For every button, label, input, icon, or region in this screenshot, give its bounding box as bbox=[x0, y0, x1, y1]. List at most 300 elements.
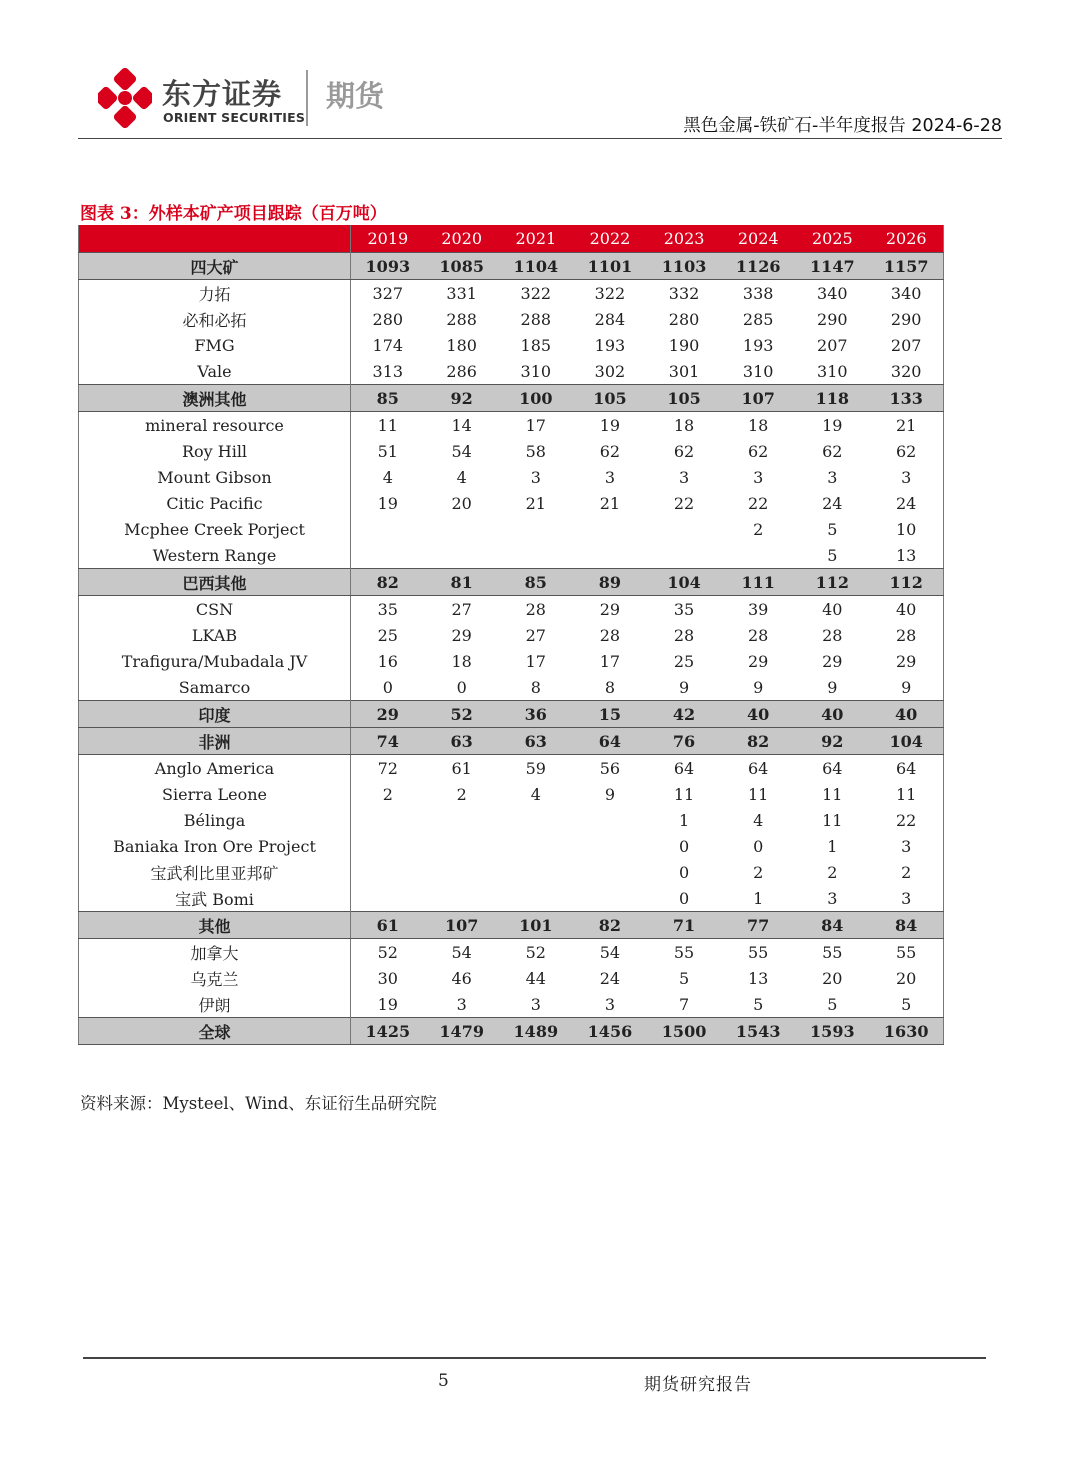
table-row bbox=[79, 438, 944, 464]
value-cell: 2 bbox=[753, 519, 764, 539]
header-divider bbox=[306, 70, 308, 126]
table-row bbox=[79, 464, 944, 490]
value-cell: 5 bbox=[901, 994, 912, 1014]
value-cell: 55 bbox=[748, 942, 769, 962]
value-cell: 1 bbox=[678, 810, 690, 830]
value-cell: 18 bbox=[451, 651, 472, 671]
value-cell: 9 bbox=[827, 677, 838, 697]
value-cell bbox=[425, 833, 499, 859]
table-row bbox=[79, 939, 944, 966]
value-cell: 1 bbox=[827, 836, 838, 856]
group-total-cell: 118 bbox=[795, 385, 869, 412]
group-total-cell: 1456 bbox=[573, 1018, 647, 1045]
value-cell: 5 bbox=[827, 519, 838, 539]
value-cell: 0 bbox=[753, 836, 764, 856]
group-total-row bbox=[79, 912, 944, 939]
group-total-cell: 1147 bbox=[795, 253, 869, 280]
group-total-cell: 1093 bbox=[351, 253, 425, 280]
item-name-cell: Western Range bbox=[79, 542, 351, 569]
value-cell: 9 bbox=[901, 677, 912, 697]
group-total-row bbox=[79, 253, 944, 280]
item-name-cell: Samarco bbox=[79, 674, 351, 701]
value-cell bbox=[351, 516, 425, 542]
group-total-cell: 40 bbox=[795, 701, 869, 728]
value-cell: 52 bbox=[525, 942, 546, 962]
value-cell: 17 bbox=[525, 651, 546, 671]
value-cell: 288 bbox=[520, 309, 552, 329]
value-cell: 185 bbox=[520, 335, 552, 355]
group-total-cell: 84 bbox=[869, 912, 943, 939]
figure-title: 图表 3：外样本矿产项目跟踪（百万吨） bbox=[80, 204, 387, 224]
value-cell: 24 bbox=[599, 968, 621, 988]
value-cell: 310 bbox=[520, 361, 552, 381]
value-cell: 11 bbox=[748, 784, 769, 804]
value-cell: 327 bbox=[372, 283, 404, 303]
table-row bbox=[79, 674, 944, 701]
value-cell: 310 bbox=[742, 361, 774, 381]
value-cell: 29 bbox=[896, 651, 917, 671]
item-name-cell: CSN bbox=[79, 596, 351, 623]
group-total-cell: 85 bbox=[351, 385, 425, 412]
value-cell: 62 bbox=[822, 441, 843, 461]
group-name-cell: 全球 bbox=[79, 1018, 351, 1045]
value-cell: 8 bbox=[530, 677, 541, 697]
value-cell: 11 bbox=[822, 784, 843, 804]
item-name-cell: 力拓 bbox=[79, 280, 351, 307]
table-row bbox=[79, 412, 944, 439]
value-cell: 322 bbox=[594, 283, 626, 303]
value-cell bbox=[499, 542, 573, 569]
value-cell: 3 bbox=[901, 836, 912, 856]
item-name-cell: mineral resource bbox=[79, 412, 351, 439]
table-row bbox=[79, 755, 944, 782]
table-row bbox=[79, 859, 944, 885]
value-cell: 338 bbox=[742, 283, 774, 303]
value-cell: 4 bbox=[382, 467, 393, 487]
item-name-cell: 宝武利比里亚邦矿 bbox=[79, 859, 351, 885]
group-total-cell: 104 bbox=[647, 569, 721, 596]
value-cell: 174 bbox=[372, 335, 404, 355]
value-cell bbox=[573, 833, 647, 859]
value-cell: 59 bbox=[525, 758, 546, 778]
table-row bbox=[79, 622, 944, 648]
group-total-row bbox=[79, 1018, 944, 1045]
item-name-cell: Baniaka Iron Ore Project bbox=[79, 833, 351, 859]
group-total-cell: 1543 bbox=[721, 1018, 795, 1045]
group-total-cell: 101 bbox=[499, 912, 573, 939]
value-cell: 14 bbox=[451, 415, 472, 435]
group-total-cell: 112 bbox=[795, 569, 869, 596]
value-cell bbox=[499, 807, 573, 833]
table-row bbox=[79, 833, 944, 859]
group-total-cell: 61 bbox=[351, 912, 425, 939]
value-cell: 2 bbox=[382, 784, 393, 804]
value-cell: 28 bbox=[822, 625, 843, 645]
value-cell: 20 bbox=[451, 493, 472, 513]
table-row bbox=[79, 306, 944, 332]
value-cell: 17 bbox=[525, 415, 546, 435]
page-number: 5 bbox=[438, 1371, 449, 1391]
value-cell bbox=[499, 885, 573, 912]
value-cell: 13 bbox=[896, 545, 917, 565]
value-cell: 46 bbox=[451, 968, 472, 988]
group-total-cell: 64 bbox=[573, 728, 647, 755]
orient-securities-logo-icon bbox=[98, 68, 152, 128]
item-name-cell: Citic Pacific bbox=[79, 490, 351, 516]
item-name-cell: 宝武 Bomi bbox=[79, 885, 351, 912]
value-cell bbox=[573, 807, 647, 833]
value-cell: 17 bbox=[599, 651, 621, 671]
brand-subtitle: 期货 bbox=[326, 79, 385, 113]
value-cell: 280 bbox=[372, 309, 404, 329]
value-cell: 40 bbox=[896, 599, 917, 619]
item-name-cell: 乌克兰 bbox=[79, 965, 351, 991]
value-cell: 3 bbox=[604, 994, 616, 1014]
value-cell: 19 bbox=[599, 415, 621, 435]
group-total-cell: 40 bbox=[869, 701, 943, 728]
table-row bbox=[79, 885, 944, 912]
group-name-cell: 其他 bbox=[79, 912, 351, 939]
group-total-cell: 100 bbox=[499, 385, 573, 412]
value-cell: 9 bbox=[753, 677, 764, 697]
value-cell: 22 bbox=[673, 493, 695, 513]
group-total-row bbox=[79, 385, 944, 412]
year-header-cell: 2025 bbox=[795, 225, 869, 253]
value-cell bbox=[499, 833, 573, 859]
value-cell: 64 bbox=[673, 758, 695, 778]
table-row bbox=[79, 781, 944, 807]
value-cell: 29 bbox=[748, 651, 769, 671]
group-total-row bbox=[79, 728, 944, 755]
year-header-cell: 2021 bbox=[499, 225, 573, 253]
value-cell: 18 bbox=[673, 415, 695, 435]
value-cell: 64 bbox=[896, 758, 917, 778]
value-cell: 3 bbox=[753, 467, 764, 487]
group-total-cell: 107 bbox=[425, 912, 499, 939]
group-total-cell: 1085 bbox=[425, 253, 499, 280]
group-total-cell: 1104 bbox=[499, 253, 573, 280]
value-cell: 3 bbox=[530, 467, 541, 487]
group-total-cell: 92 bbox=[425, 385, 499, 412]
group-total-cell: 111 bbox=[721, 569, 795, 596]
value-cell: 3 bbox=[456, 994, 467, 1014]
value-cell: 29 bbox=[822, 651, 843, 671]
value-cell bbox=[499, 516, 573, 542]
value-cell: 27 bbox=[525, 625, 546, 645]
group-total-cell: 133 bbox=[869, 385, 943, 412]
value-cell: 29 bbox=[451, 625, 472, 645]
value-cell: 11 bbox=[896, 784, 917, 804]
table-row bbox=[79, 280, 944, 307]
value-cell: 21 bbox=[599, 493, 621, 513]
value-cell: 28 bbox=[525, 599, 546, 619]
group-total-cell: 107 bbox=[721, 385, 795, 412]
value-cell: 320 bbox=[890, 361, 922, 381]
value-cell bbox=[351, 833, 425, 859]
value-cell: 54 bbox=[451, 942, 472, 962]
value-cell: 54 bbox=[451, 441, 472, 461]
value-cell: 21 bbox=[896, 415, 917, 435]
item-name-cell: Sierra Leone bbox=[79, 781, 351, 807]
value-cell bbox=[721, 542, 795, 569]
value-cell: 62 bbox=[896, 441, 917, 461]
group-total-row bbox=[79, 701, 944, 728]
value-cell: 11 bbox=[377, 415, 398, 435]
value-cell: 44 bbox=[525, 968, 546, 988]
value-cell: 1 bbox=[753, 888, 764, 908]
value-cell: 3 bbox=[530, 994, 541, 1014]
value-cell: 3 bbox=[901, 888, 912, 908]
value-cell: 0 bbox=[678, 862, 690, 882]
value-cell: 21 bbox=[525, 493, 546, 513]
group-name-cell: 非洲 bbox=[79, 728, 351, 755]
group-name-cell: 巴西其他 bbox=[79, 569, 351, 596]
value-cell: 62 bbox=[673, 441, 695, 461]
value-cell: 11 bbox=[822, 810, 843, 830]
table-row bbox=[79, 807, 944, 833]
value-cell: 9 bbox=[678, 677, 690, 697]
group-total-cell: 40 bbox=[721, 701, 795, 728]
group-total-cell: 36 bbox=[499, 701, 573, 728]
value-cell: 11 bbox=[673, 784, 695, 804]
group-total-cell: 105 bbox=[573, 385, 647, 412]
value-cell: 285 bbox=[742, 309, 774, 329]
value-cell: 28 bbox=[599, 625, 621, 645]
value-cell: 25 bbox=[377, 625, 398, 645]
value-cell bbox=[351, 807, 425, 833]
value-cell: 19 bbox=[377, 493, 398, 513]
value-cell: 13 bbox=[748, 968, 769, 988]
value-cell: 35 bbox=[673, 599, 695, 619]
value-cell: 190 bbox=[668, 335, 700, 355]
value-cell: 28 bbox=[748, 625, 769, 645]
value-cell: 193 bbox=[594, 335, 626, 355]
value-cell: 8 bbox=[604, 677, 616, 697]
header-blank-cell bbox=[79, 225, 351, 253]
group-total-cell: 1593 bbox=[795, 1018, 869, 1045]
value-cell: 10 bbox=[896, 519, 917, 539]
group-total-cell: 92 bbox=[795, 728, 869, 755]
value-cell bbox=[425, 885, 499, 912]
year-header-cell: 2026 bbox=[869, 225, 943, 253]
value-cell bbox=[573, 542, 647, 569]
value-cell: 19 bbox=[377, 994, 398, 1014]
value-cell bbox=[351, 542, 425, 569]
table-header-row bbox=[79, 225, 944, 253]
group-total-cell: 104 bbox=[869, 728, 943, 755]
year-header-cell: 2019 bbox=[351, 225, 425, 253]
value-cell: 24 bbox=[896, 493, 917, 513]
group-total-cell: 52 bbox=[425, 701, 499, 728]
group-total-cell: 1101 bbox=[573, 253, 647, 280]
value-cell bbox=[499, 859, 573, 885]
value-cell bbox=[425, 542, 499, 569]
value-cell: 28 bbox=[896, 625, 917, 645]
brand-name-cn: 东方证券 bbox=[162, 77, 283, 111]
value-cell: 3 bbox=[678, 467, 690, 487]
value-cell: 2 bbox=[456, 784, 467, 804]
value-cell: 54 bbox=[599, 942, 621, 962]
value-cell: 331 bbox=[446, 283, 477, 303]
value-cell: 24 bbox=[822, 493, 843, 513]
value-cell: 55 bbox=[673, 942, 695, 962]
value-cell: 55 bbox=[896, 942, 917, 962]
value-cell bbox=[351, 859, 425, 885]
group-total-cell: 82 bbox=[573, 912, 647, 939]
value-cell: 22 bbox=[896, 810, 917, 830]
table-row bbox=[79, 991, 944, 1018]
table-row bbox=[79, 332, 944, 358]
footer-label: 期货研究报告 bbox=[644, 1375, 752, 1395]
group-total-cell: 1479 bbox=[425, 1018, 499, 1045]
table-row bbox=[79, 358, 944, 385]
value-cell: 20 bbox=[896, 968, 917, 988]
group-total-cell: 1489 bbox=[499, 1018, 573, 1045]
value-cell: 16 bbox=[377, 651, 398, 671]
item-name-cell: Mcphee Creek Porject bbox=[79, 516, 351, 542]
value-cell: 3 bbox=[827, 888, 838, 908]
group-total-cell: 82 bbox=[721, 728, 795, 755]
value-cell: 207 bbox=[817, 335, 848, 355]
table-row bbox=[79, 516, 944, 542]
value-cell: 290 bbox=[817, 309, 848, 329]
table-row bbox=[79, 596, 944, 623]
value-cell: 302 bbox=[594, 361, 626, 381]
item-name-cell: FMG bbox=[79, 332, 351, 358]
value-cell: 22 bbox=[748, 493, 769, 513]
item-name-cell: Mount Gibson bbox=[79, 464, 351, 490]
year-header-cell: 2020 bbox=[425, 225, 499, 253]
table-row bbox=[79, 490, 944, 516]
year-header-cell: 2024 bbox=[721, 225, 795, 253]
value-cell: 332 bbox=[668, 283, 700, 303]
value-cell: 62 bbox=[599, 441, 621, 461]
value-cell: 340 bbox=[817, 283, 848, 303]
year-header-cell: 2022 bbox=[573, 225, 647, 253]
group-total-cell: 105 bbox=[647, 385, 721, 412]
value-cell: 35 bbox=[377, 599, 398, 619]
value-cell: 9 bbox=[604, 784, 616, 804]
group-total-cell: 1103 bbox=[647, 253, 721, 280]
group-name-cell: 四大矿 bbox=[79, 253, 351, 280]
value-cell bbox=[573, 859, 647, 885]
group-total-cell: 63 bbox=[425, 728, 499, 755]
value-cell: 301 bbox=[668, 361, 700, 381]
value-cell: 30 bbox=[377, 968, 398, 988]
group-total-cell: 1126 bbox=[721, 253, 795, 280]
value-cell bbox=[425, 516, 499, 542]
value-cell: 290 bbox=[890, 309, 922, 329]
item-name-cell: Roy Hill bbox=[79, 438, 351, 464]
value-cell: 313 bbox=[372, 361, 404, 381]
group-total-row bbox=[79, 569, 944, 596]
value-cell: 7 bbox=[678, 994, 690, 1014]
group-total-cell: 112 bbox=[869, 569, 943, 596]
value-cell: 310 bbox=[817, 361, 848, 381]
group-total-cell: 42 bbox=[647, 701, 721, 728]
item-name-cell: 必和必拓 bbox=[79, 306, 351, 332]
group-total-cell: 89 bbox=[573, 569, 647, 596]
group-total-cell: 81 bbox=[425, 569, 499, 596]
value-cell bbox=[647, 516, 721, 542]
value-cell: 55 bbox=[822, 942, 843, 962]
mine-project-table bbox=[78, 225, 944, 1045]
year-header-cell: 2023 bbox=[647, 225, 721, 253]
value-cell: 207 bbox=[890, 335, 922, 355]
value-cell: 64 bbox=[822, 758, 843, 778]
value-cell: 64 bbox=[748, 758, 769, 778]
item-name-cell: 伊朗 bbox=[79, 991, 351, 1018]
group-total-cell: 1157 bbox=[869, 253, 943, 280]
group-total-cell: 82 bbox=[351, 569, 425, 596]
group-total-cell: 15 bbox=[573, 701, 647, 728]
value-cell: 340 bbox=[890, 283, 922, 303]
group-total-cell: 84 bbox=[795, 912, 869, 939]
value-cell: 0 bbox=[382, 677, 393, 697]
table-row bbox=[79, 965, 944, 991]
value-cell bbox=[351, 885, 425, 912]
value-cell: 5 bbox=[827, 545, 838, 565]
group-name-cell: 印度 bbox=[79, 701, 351, 728]
value-cell: 3 bbox=[901, 467, 912, 487]
table-row bbox=[79, 542, 944, 569]
item-name-cell: Bélinga bbox=[79, 807, 351, 833]
value-cell: 4 bbox=[530, 784, 541, 804]
group-total-cell: 77 bbox=[721, 912, 795, 939]
item-name-cell: LKAB bbox=[79, 622, 351, 648]
value-cell: 0 bbox=[678, 836, 690, 856]
group-total-cell: 85 bbox=[499, 569, 573, 596]
value-cell: 62 bbox=[748, 441, 769, 461]
value-cell: 4 bbox=[753, 810, 764, 830]
value-cell: 56 bbox=[599, 758, 621, 778]
page-header bbox=[78, 62, 1002, 139]
value-cell: 3 bbox=[827, 467, 838, 487]
value-cell: 19 bbox=[822, 415, 843, 435]
value-cell: 193 bbox=[742, 335, 774, 355]
value-cell: 72 bbox=[377, 758, 398, 778]
value-cell: 180 bbox=[446, 335, 477, 355]
group-name-cell: 澳洲其他 bbox=[79, 385, 351, 412]
value-cell: 0 bbox=[456, 677, 467, 697]
value-cell: 29 bbox=[599, 599, 621, 619]
value-cell: 286 bbox=[446, 361, 477, 381]
value-cell bbox=[647, 542, 721, 569]
value-cell: 5 bbox=[827, 994, 838, 1014]
value-cell: 5 bbox=[753, 994, 764, 1014]
value-cell: 51 bbox=[377, 441, 398, 461]
value-cell: 25 bbox=[673, 651, 695, 671]
value-cell: 4 bbox=[456, 467, 467, 487]
value-cell bbox=[573, 516, 647, 542]
group-total-cell: 1425 bbox=[351, 1018, 425, 1045]
value-cell: 18 bbox=[748, 415, 769, 435]
group-total-cell: 63 bbox=[499, 728, 573, 755]
value-cell: 3 bbox=[604, 467, 616, 487]
item-name-cell: 加拿大 bbox=[79, 939, 351, 966]
group-total-cell: 76 bbox=[647, 728, 721, 755]
value-cell: 2 bbox=[827, 862, 838, 882]
group-total-cell: 1630 bbox=[869, 1018, 943, 1045]
report-title: 黑色金属-铁矿石-半年度报告 2024-6-28 bbox=[683, 116, 1002, 136]
item-name-cell: Trafigura/Mubadala JV bbox=[79, 648, 351, 674]
group-total-cell: 74 bbox=[351, 728, 425, 755]
value-cell: 58 bbox=[525, 441, 546, 461]
value-cell: 39 bbox=[748, 599, 769, 619]
value-cell: 28 bbox=[673, 625, 695, 645]
brand-name-en: ORIENT SECURITIES bbox=[163, 110, 306, 125]
value-cell: 322 bbox=[520, 283, 552, 303]
